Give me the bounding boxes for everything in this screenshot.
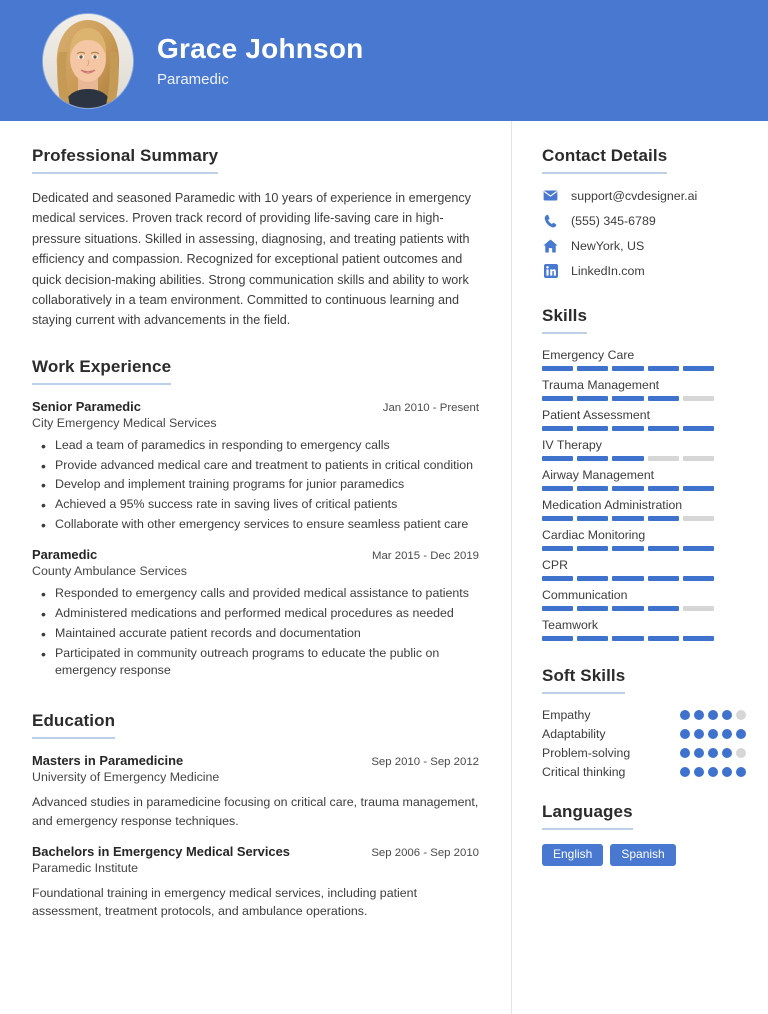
skill-name: Trauma Management: [542, 378, 660, 392]
rating-dot: [722, 729, 732, 739]
section-heading-soft-skills: Soft Skills: [542, 666, 625, 694]
soft-skill-name: Critical thinking: [542, 765, 626, 779]
skill-bar-segment: [577, 516, 608, 521]
skill-name: Communication: [542, 588, 628, 602]
section-heading-contact-details: Contact Details: [542, 146, 667, 174]
contact-row-email[interactable]: [542, 188, 746, 203]
rating-dot: [708, 767, 718, 777]
skill-bar-segment: [612, 456, 643, 461]
skill-bar-segment: [577, 606, 608, 611]
skill-bar-segment: [542, 546, 573, 551]
language-chip[interactable]: Spanish: [610, 844, 675, 866]
skill-bar-segment: [683, 366, 714, 371]
skill-bar-segment: [612, 636, 643, 641]
soft-skill-name: Empathy: [542, 708, 591, 722]
contact-value-phone: (555) 345-6789: [571, 213, 656, 228]
skill-bar-segment: [648, 486, 679, 491]
education-school: University of Emergency Medicine: [32, 770, 220, 785]
skill-name: Airway Management: [542, 468, 655, 482]
skill-bar-segment: [648, 576, 679, 581]
contact-value-location: NewYork, US: [571, 238, 645, 253]
rating-dot: [736, 710, 746, 720]
language-chip[interactable]: English: [542, 844, 603, 866]
rating-dot: [722, 767, 732, 777]
skill-bar-segment: [542, 396, 573, 401]
skill-item: [542, 468, 746, 491]
section-heading-languages: Languages: [542, 802, 633, 830]
education-item: [32, 844, 479, 921]
skill-bar-segment: [542, 486, 573, 491]
education-degree: Bachelors in Emergency Medical Services: [32, 843, 290, 859]
skill-bar-segment: [683, 396, 714, 401]
skill-bar-segment: [577, 486, 608, 491]
skill-name: Emergency Care: [542, 348, 635, 362]
skill-name: IV Therapy: [542, 438, 602, 452]
skill-bar-segment: [683, 576, 714, 581]
skill-name: Medication Administration: [542, 498, 683, 512]
skill-bar-segment: [648, 546, 679, 551]
experience-bullet: • Provide advanced medical care and treatment to patients in critical condition: [32, 457, 479, 475]
avatar-photo-icon: [43, 14, 133, 108]
skill-bar-segment: [612, 546, 643, 551]
skill-level-bar: [542, 396, 714, 401]
skill-bar-segment: [612, 426, 643, 431]
skill-level-bar: [542, 576, 714, 581]
experience-bullet: • Develop and implement training programs for junior paramedics: [32, 476, 479, 494]
rating-dot: [680, 748, 690, 758]
home-icon: [542, 238, 559, 253]
skill-bar-segment: [577, 366, 608, 371]
skill-bar-segment: [683, 456, 714, 461]
rating-dot: [736, 767, 746, 777]
skill-bar-segment: [648, 426, 679, 431]
rating-dot: [680, 729, 690, 739]
skill-bar-segment: [648, 396, 679, 401]
soft-skill-rating: [680, 767, 746, 777]
soft-skill-list: [542, 708, 746, 779]
rating-dot: [736, 729, 746, 739]
experience-item: [32, 547, 479, 680]
section-soft-skills: [542, 666, 746, 779]
skill-bar-segment: [612, 576, 643, 581]
skill-bar-segment: [683, 486, 714, 491]
rating-dot: [722, 710, 732, 720]
skill-bar-segment: [648, 456, 679, 461]
job-title: Paramedic: [157, 70, 229, 88]
skill-bar-segment: [612, 366, 643, 371]
contact-row-linkedin[interactable]: [542, 263, 746, 278]
skill-item: [542, 348, 746, 371]
rating-dot: [722, 748, 732, 758]
skill-bar-segment: [542, 426, 573, 431]
contact-value-email: support@cvdesigner.ai: [571, 188, 698, 203]
skill-level-bar: [542, 366, 714, 371]
skill-bar-segment: [542, 516, 573, 521]
skill-bar-segment: [577, 636, 608, 641]
skill-bar-segment: [577, 576, 608, 581]
experience-bullet: • Lead a team of paramedics in responding to emergency calls: [32, 437, 479, 455]
experience-bullet: • Participated in community outreach programs to educate the public on emergency response: [32, 645, 479, 681]
soft-skill-item: [542, 708, 746, 722]
skill-level-bar: [542, 456, 714, 461]
skill-name: Teamwork: [542, 618, 599, 632]
section-heading-work-experience: Work Experience: [32, 357, 171, 385]
contact-list: [542, 188, 746, 278]
education-item: [32, 753, 479, 830]
skill-bar-segment: [577, 426, 608, 431]
soft-skill-name: Adaptability: [542, 727, 606, 741]
soft-skill-rating: [680, 710, 746, 720]
soft-skill-item: [542, 746, 746, 760]
contact-row-location[interactable]: [542, 238, 746, 253]
skill-level-bar: [542, 636, 714, 641]
skill-bar-segment: [612, 486, 643, 491]
skill-bar-segment: [648, 636, 679, 641]
rating-dot: [680, 710, 690, 720]
skill-bar-segment: [648, 606, 679, 611]
full-name: Grace Johnson: [157, 33, 364, 65]
section-education: [32, 711, 479, 920]
experience-organization: County Ambulance Services: [32, 564, 187, 579]
skill-item: [542, 498, 746, 521]
resume-header: [0, 0, 768, 121]
skill-bar-segment: [683, 636, 714, 641]
rating-dot: [708, 729, 718, 739]
education-school: Paramedic Institute: [32, 860, 139, 875]
skill-bar-segment: [648, 366, 679, 371]
skill-bar-segment: [612, 396, 643, 401]
skill-bar-segment: [683, 546, 714, 551]
phone-icon: [542, 213, 559, 228]
experience-bullet: • Collaborate with other emergency services to ensure seamless patient care: [32, 516, 479, 534]
section-skills: [542, 306, 746, 641]
skill-bar-segment: [542, 456, 573, 461]
skill-bar-segment: [577, 546, 608, 551]
contact-row-phone[interactable]: [542, 213, 746, 228]
education-degree: Masters in Paramedicine: [32, 753, 184, 769]
skill-name: CPR: [542, 558, 568, 572]
professional-summary-text: Dedicated and seasoned Paramedic with 10 years of experience in emergency medical services. Proven track record of providing life-saving care in high-pressure situations. Skilled in assessing, diagnosing, and treating patients with efficiency and compassion. Recognized for exceptional patient outcomes and quick decision-making abilities. Strong communication skills and ability to work collaboratively in a team environment. Committed to continuous learning and staying current with advancements in the field.: [32, 191, 471, 328]
skill-bar-segment: [577, 396, 608, 401]
skill-bar-segment: [683, 606, 714, 611]
experience-bullets: [32, 437, 479, 534]
linkedin-icon: [542, 263, 559, 278]
skill-item: [542, 558, 746, 581]
rating-dot: [708, 748, 718, 758]
skill-bar-segment: [542, 606, 573, 611]
rating-dot: [736, 748, 746, 758]
skill-bar-segment: [648, 516, 679, 521]
skill-item: [542, 588, 746, 611]
skill-bar-segment: [542, 636, 573, 641]
education-date: Sep 2006 - Sep 2010: [371, 846, 479, 859]
envelope-icon: [542, 188, 559, 203]
soft-skill-item: [542, 727, 746, 741]
avatar: [43, 14, 133, 108]
skill-item: [542, 528, 746, 551]
skill-bar-segment: [683, 426, 714, 431]
rating-dot: [694, 729, 704, 739]
soft-skill-name: Problem-solving: [542, 746, 631, 760]
section-professional-summary: [32, 146, 479, 331]
experience-role: Paramedic: [32, 547, 98, 563]
skill-bar-segment: [612, 606, 643, 611]
section-contact-details: [542, 146, 746, 278]
skill-item: [542, 378, 746, 401]
skill-level-bar: [542, 606, 714, 611]
experience-bullets: [32, 585, 479, 680]
experience-date: Jan 2010 - Present: [382, 401, 479, 414]
language-chip-list: [542, 844, 746, 866]
soft-skill-item: [542, 765, 746, 779]
section-heading-professional-summary: Professional Summary: [32, 146, 218, 174]
skill-level-bar: [542, 546, 714, 551]
skill-item: [542, 408, 746, 431]
rating-dot: [680, 767, 690, 777]
education-description: Foundational training in emergency medical services, including patient assessment, treatment protocols, and ambulance operations.: [32, 885, 418, 919]
section-languages: [542, 802, 746, 866]
name-block: [157, 33, 363, 87]
skill-bar-segment: [683, 516, 714, 521]
resume-body: [0, 121, 768, 1014]
education-date: Sep 2010 - Sep 2012: [371, 756, 479, 769]
skill-level-bar: [542, 426, 714, 431]
skill-bar-segment: [542, 576, 573, 581]
rating-dot: [694, 748, 704, 758]
skill-bar-segment: [577, 456, 608, 461]
section-heading-education: Education: [32, 711, 115, 739]
soft-skill-rating: [680, 729, 746, 739]
rating-dot: [694, 767, 704, 777]
left-column: [0, 121, 512, 1014]
skill-bar-segment: [612, 516, 643, 521]
skill-name: Patient Assessment: [542, 408, 650, 422]
section-work-experience: [32, 357, 479, 681]
soft-skill-rating: [680, 748, 746, 758]
skill-name: Cardiac Monitoring: [542, 528, 646, 542]
skill-item: [542, 618, 746, 641]
experience-role: Senior Paramedic: [32, 398, 141, 414]
experience-bullet: • Achieved a 95% success rate in saving lives of critical patients: [32, 496, 479, 514]
rating-dot: [694, 710, 704, 720]
skill-list: [542, 348, 746, 641]
skill-item: [542, 438, 746, 461]
experience-item: [32, 399, 479, 534]
right-column: [512, 121, 768, 1014]
skill-bar-segment: [542, 366, 573, 371]
experience-bullet: • Administered medications and performed medical procedures as needed: [32, 605, 479, 623]
experience-organization: City Emergency Medical Services: [32, 415, 217, 430]
experience-bullet: • Maintained accurate patient records and documentation: [32, 625, 479, 643]
section-heading-skills: Skills: [542, 306, 587, 334]
education-description: Advanced studies in paramedicine focusing on critical care, trauma management, and emergency response techniques.: [32, 795, 479, 828]
experience-date: Mar 2015 - Dec 2019: [371, 550, 479, 563]
skill-level-bar: [542, 486, 714, 491]
experience-bullet: • Responded to emergency calls and provided medical assistance to patients: [32, 585, 479, 603]
rating-dot: [708, 710, 718, 720]
skill-level-bar: [542, 516, 714, 521]
contact-value-linkedin: LinkedIn.com: [571, 263, 645, 278]
